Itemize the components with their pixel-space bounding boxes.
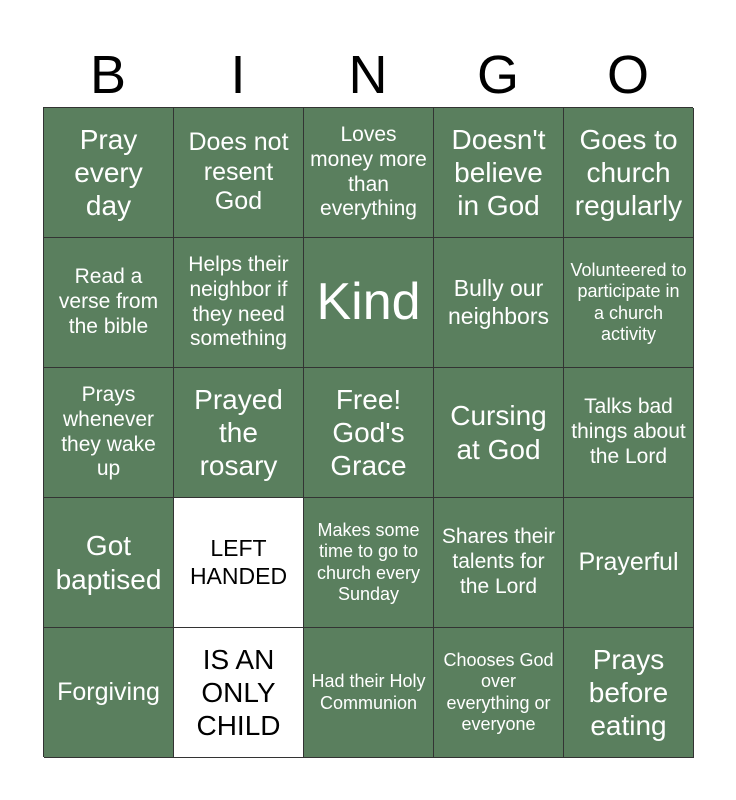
bingo-cell[interactable]: Cursing at God: [434, 368, 564, 498]
bingo-cell-highlighted[interactable]: IS AN ONLY CHILD: [174, 628, 304, 758]
bingo-cell[interactable]: Read a verse from the bible: [44, 238, 174, 368]
bingo-cell[interactable]: Prays before eating: [564, 628, 694, 758]
bingo-cell[interactable]: Makes some time to go to church every Sunday: [304, 498, 434, 628]
bingo-cell-highlighted[interactable]: LEFT HANDED: [174, 498, 304, 628]
header-letter-n: N: [348, 45, 388, 105]
bingo-cell[interactable]: Talks bad things about the Lord: [564, 368, 694, 498]
free-space-cell[interactable]: Free! God's Grace: [304, 368, 434, 498]
header-letter-o: O: [606, 45, 649, 105]
bingo-header: [43, 42, 693, 108]
header-letter-g: G: [476, 45, 519, 105]
bingo-cell[interactable]: Shares their talents for the Lord: [434, 498, 564, 628]
bingo-cell[interactable]: Forgiving: [44, 628, 174, 758]
bingo-cell[interactable]: Kind: [304, 238, 434, 368]
bingo-cell[interactable]: Pray every day: [44, 108, 174, 238]
bingo-cell[interactable]: Got baptised: [44, 498, 174, 628]
bingo-cell[interactable]: Bully our neighbors: [434, 238, 564, 368]
bingo-cell[interactable]: Prays whenever they wake up: [44, 368, 174, 498]
bingo-cell[interactable]: Helps their neighbor if they need something: [174, 238, 304, 368]
bingo-cell[interactable]: Doesn't believe in God: [434, 108, 564, 238]
bingo-cell[interactable]: Prayed the rosary: [174, 368, 304, 498]
bingo-cell[interactable]: Had their Holy Communion: [304, 628, 434, 758]
bingo-cell[interactable]: Chooses God over everything or everyone: [434, 628, 564, 758]
bingo-cell[interactable]: Volunteered to participate in a church activity: [564, 238, 694, 368]
header-letter-i: I: [230, 45, 246, 105]
bingo-cell[interactable]: Does not resent God: [174, 108, 304, 238]
bingo-cell[interactable]: Loves money more than everything: [304, 108, 434, 238]
bingo-cell[interactable]: Prayerful: [564, 498, 694, 628]
bingo-card-grid: [43, 107, 693, 757]
bingo-cell[interactable]: Goes to church regularly: [564, 108, 694, 238]
header-letter-b: B: [89, 45, 127, 105]
